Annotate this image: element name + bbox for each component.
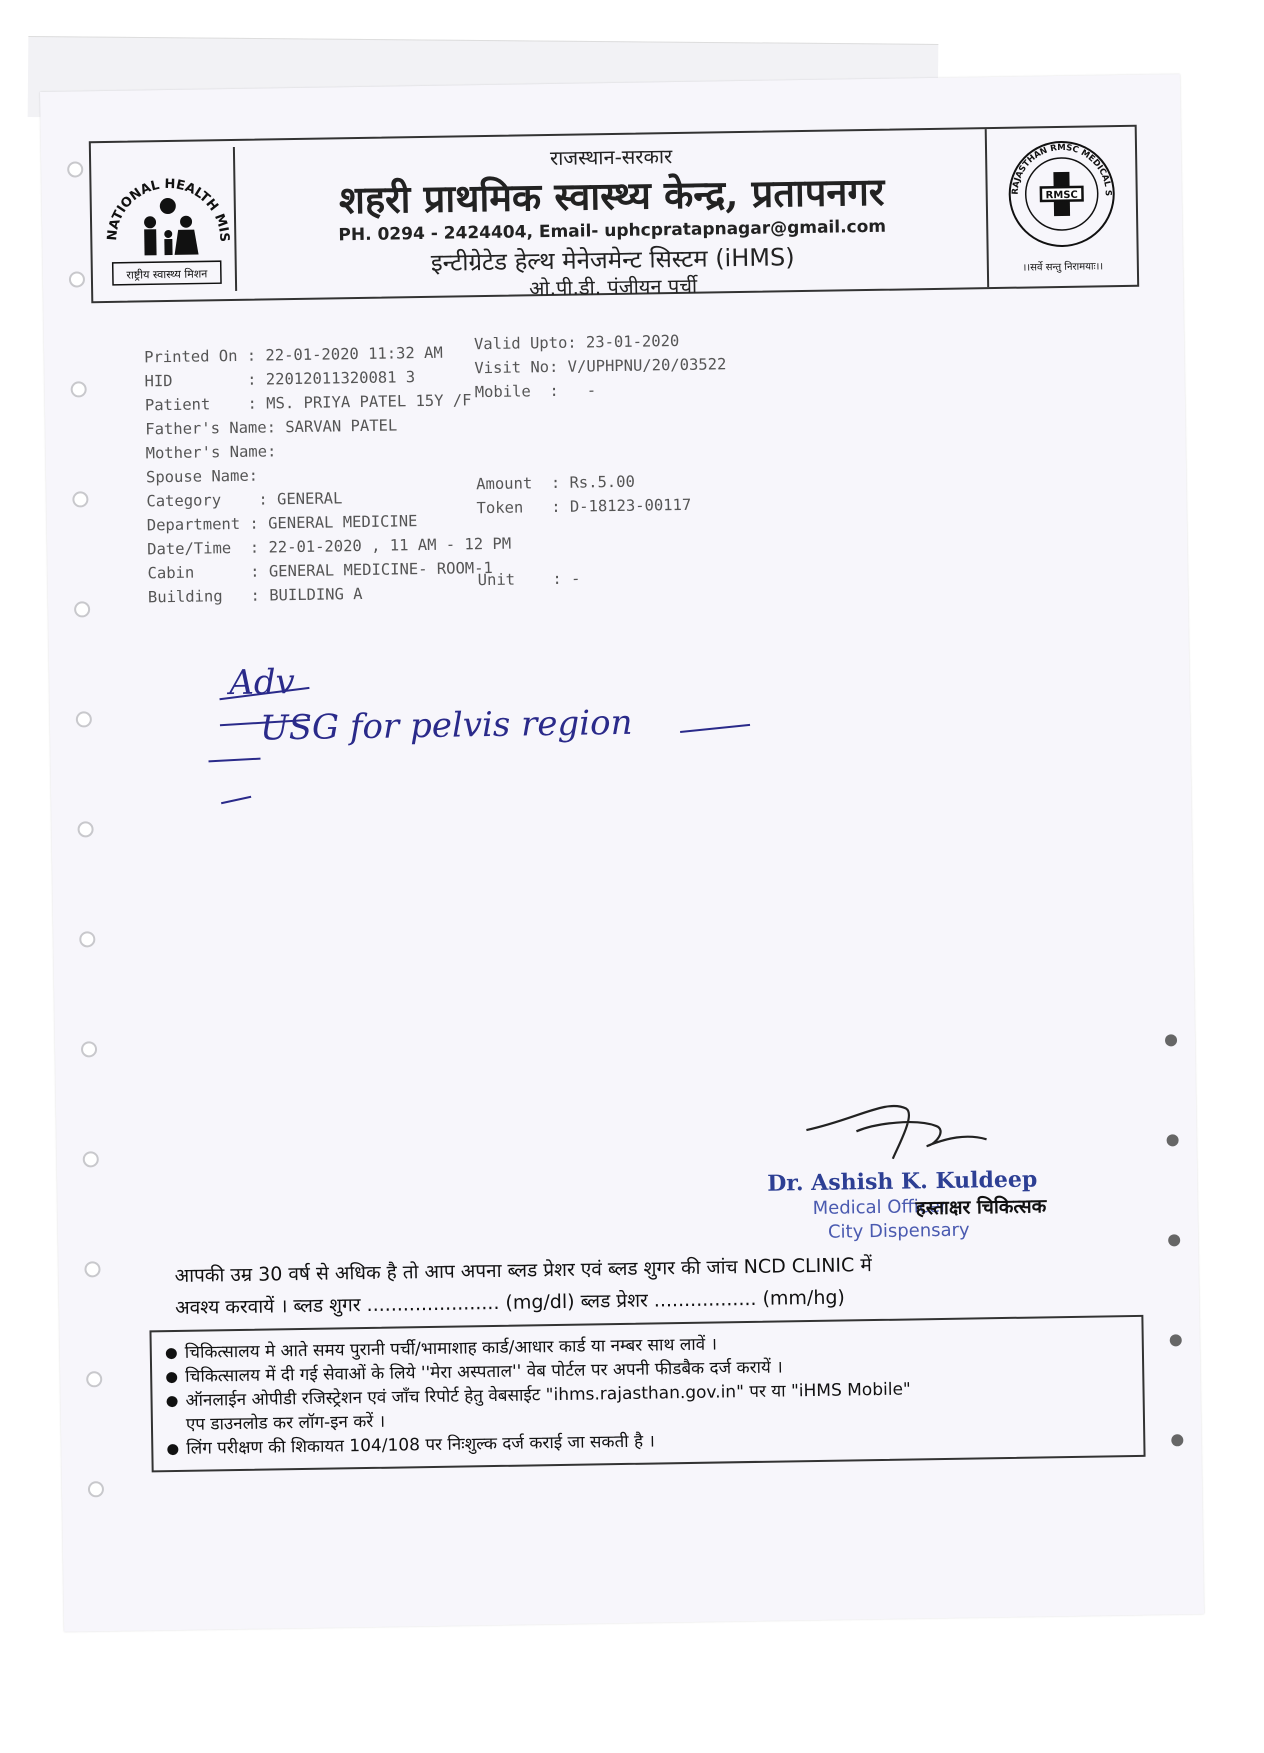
notice-text: लिंग परीक्षण की शिकायत 104/108 पर निःशुल्क दर्ज कराई जा सकती है । (186, 1431, 656, 1459)
slip-header (89, 125, 1139, 303)
perforation-hole (76, 711, 92, 727)
notice-text: चिकित्सालय में दी गई सेवाओं के लिये ''मेरा अस्पताल'' वेब पोर्टल पर अपनी फीडबैक दर्ज करायें । (185, 1357, 783, 1387)
category: Category : GENERAL (146, 489, 343, 511)
cabin: Cabin : GENERAL MEDICINE- ROOM-1 (147, 558, 493, 583)
nhm-logo (97, 147, 237, 293)
notice-item-continued: एप डाउनलोड कर लॉग-इन करें । (185, 1411, 386, 1435)
doctor-name: Dr. Ashish K. Kuldeep (767, 1166, 1038, 1197)
perforation-hole (83, 1151, 99, 1167)
token: Token : D-18123-00117 (476, 495, 692, 518)
handwritten-advice: Adv (228, 662, 296, 704)
ncd-measurements: अवश्य करवायें । ब्लड शुगर ...................... (mg/dl) ब्लड प्रेशर ................. (mm/hg) (174, 1286, 846, 1320)
building: Building : BUILDING A (147, 584, 363, 607)
rmsc-logo-arc-text: RAJASTHAN RMSC MEDICAL SERVICES CORPORATION (986, 126, 1113, 197)
printed-on: Printed On : 22-01-2020 11:32 AM (144, 343, 443, 367)
perforation-hole (74, 601, 90, 617)
nhm-logo-hindi: राष्ट्रीय स्वास्थ्य मिशन (126, 267, 208, 282)
notice-box (149, 1315, 1145, 1473)
perforation-hole (79, 931, 95, 947)
bullet-icon (166, 1348, 177, 1359)
perforation-hole (67, 161, 83, 177)
mobile: Mobile : - (474, 381, 597, 402)
perforation-hole (1171, 1434, 1183, 1446)
handwriting-strokes (199, 661, 761, 810)
doctor-place: City Dispensary (827, 1219, 970, 1243)
perforation-hole (1170, 1334, 1182, 1346)
date-time: Date/Time : 22-01-2020 , 11 AM - 12 PM (147, 534, 512, 559)
handwritten-prescription: USG for pelvis region (259, 702, 633, 749)
header-center (251, 129, 973, 301)
visit-no: Visit No: V/UPHPNU/20/03522 (474, 355, 727, 378)
system-name: इन्टीग्रेटेड हेल्थ मेनेजमेन्ट सिस्टम (iHMS) (430, 243, 795, 277)
svg-text:NATIONAL HEALTH MISSION (97, 147, 232, 244)
unit: Unit : - (477, 569, 581, 590)
valid-upto: Valid Upto: 23-01-2020 (473, 331, 680, 354)
perforation-hole (1168, 1234, 1180, 1246)
perforation-hole (84, 1261, 100, 1277)
perforation-hole (77, 821, 93, 837)
opd-slip (40, 74, 1204, 1632)
spouse-name: Spouse Name: (145, 466, 259, 487)
ncd-advice: आपकी उम्र 30 वर्ष से अधिक है तो आप अपना ब्लड प्रेशर एवं ब्लड शुगर की जांच NCD CLINIC में (174, 1254, 872, 1288)
mother-name: Mother's Name: (145, 442, 277, 463)
perforation-hole (86, 1371, 102, 1387)
notice-text: चिकित्सालय मे आते समय पुरानी पर्ची/भामाशाह कार्ड/आधार कार्ड या नम्बर साथ लावें । (184, 1334, 718, 1363)
facility-contact: PH. 0294 - 2424404, Email- uphcpratapnagar@gmail.com (338, 216, 887, 246)
doctor-signature (796, 1087, 1017, 1170)
rmsc-logo (985, 127, 1137, 287)
father-name: Father's Name: SARVAN PATEL (145, 416, 398, 439)
perforation-hole (72, 491, 88, 507)
amount: Amount : Rs.5.00 (476, 472, 635, 494)
perforation-hole (69, 271, 85, 287)
svg-text:RMSC: RMSC (1045, 189, 1078, 202)
department: Department : GENERAL MEDICINE (146, 512, 418, 535)
patient: Patient : MS. PRIYA PATEL 15Y /F (144, 391, 472, 415)
slip-title: ओ.पी.डी. पंजीयन पर्ची (528, 273, 698, 301)
perforation-hole (1165, 1034, 1177, 1046)
notice-text: ऑनलाईन ओपीडी रजिस्ट्रेशन एवं जाँच रिपोर्ट हेतु वेबसाईट "ihms.rajasthan.gov.in" पर या "iHMS Mobile" (185, 1379, 911, 1411)
signature-label: हस्ताक्षर चिकित्सक (915, 1195, 1047, 1220)
doctor-designation: Medical Officer (812, 1195, 948, 1220)
facility-title: शहरी प्राथमिक स्वास्थ्य केन्द्र, प्रतापनगर (338, 168, 885, 223)
bullet-icon (166, 1396, 177, 1407)
perforation-hole (81, 1041, 97, 1057)
nhm-logo-arc-text: NATIONAL HEALTH MISSION (105, 176, 232, 242)
perforation-hole (1167, 1134, 1179, 1146)
government-label: राजस्थान-सरकार (549, 144, 673, 170)
hid: HID : 22012011320081 3 (144, 368, 416, 391)
rmsc-motto: ।।सर्वे सन्तु निरामयाः।। (1022, 261, 1104, 274)
perforation-hole (71, 381, 87, 397)
bullet-icon (166, 1372, 177, 1383)
perforation-hole (88, 1481, 104, 1497)
bullet-icon (167, 1443, 178, 1454)
